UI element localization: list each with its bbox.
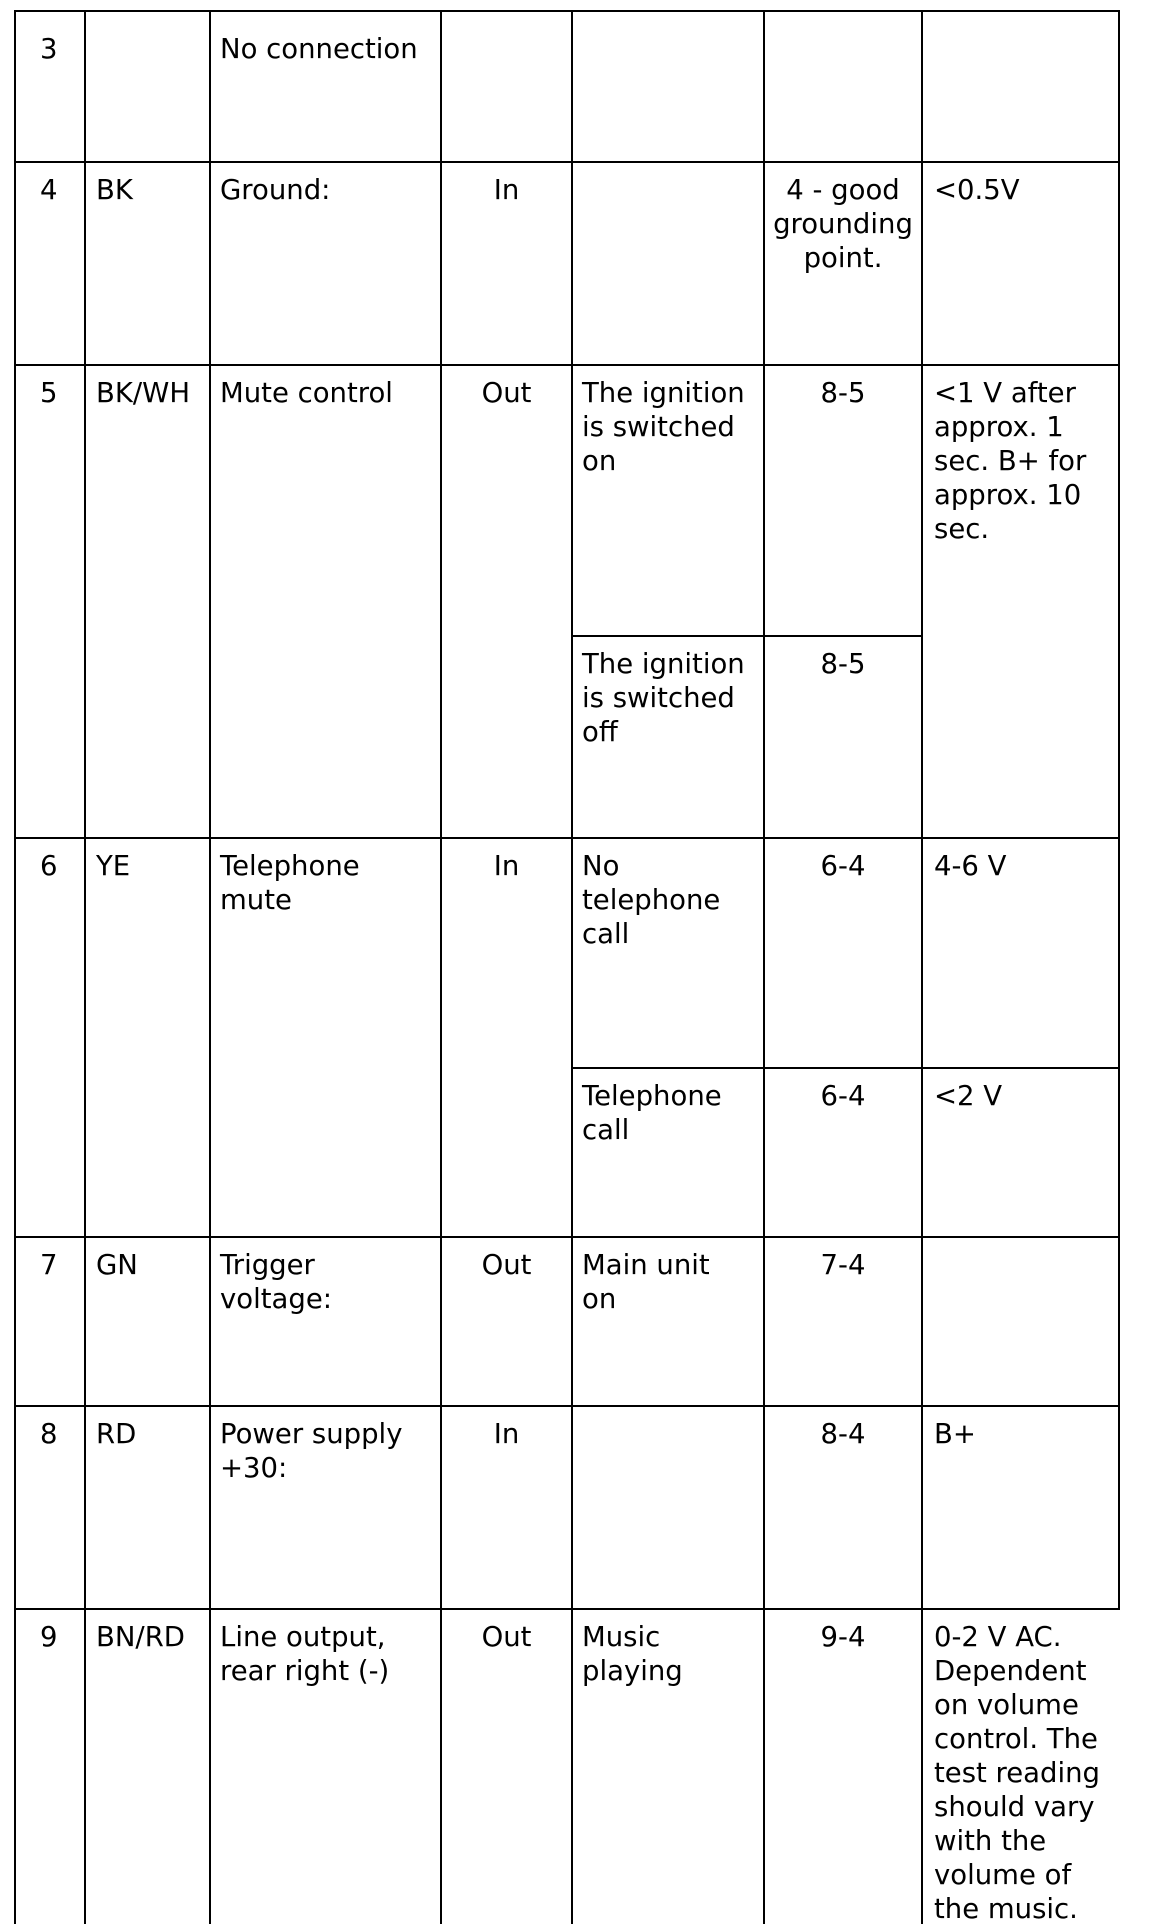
row-divider [14, 837, 1120, 839]
wire-color: BK [96, 174, 133, 206]
pin-number: 7 [40, 1249, 58, 1281]
condition-text: Music playing [582, 1621, 683, 1687]
column-divider [84, 10, 86, 1924]
direction-text: In [493, 850, 520, 882]
terminal-text: 6-4 [820, 1080, 866, 1112]
terminal-text: 9-4 [820, 1621, 866, 1653]
column-divider [571, 10, 573, 1924]
condition-text: No telephone call [582, 850, 721, 950]
terminal-text: 8-5 [820, 377, 866, 409]
row-divider [14, 1405, 1120, 1407]
wire-color: YE [96, 850, 131, 882]
value-text: <0.5V [934, 174, 1020, 206]
value-text: 4-6 V [934, 850, 1007, 882]
condition-text: Main unit on [582, 1249, 710, 1315]
terminal-text: 7-4 [820, 1249, 866, 1281]
value-text: 0-2 V AC. Dependent on volume control. The test reading should vary with the volume of the music. [934, 1621, 1101, 1925]
wire-color: GN [96, 1249, 138, 1281]
pin-number: 6 [40, 850, 58, 882]
function-text: No connection [220, 33, 418, 65]
direction-text: Out [481, 377, 532, 409]
pin-number: 3 [40, 33, 58, 65]
function-text: Trigger voltage: [220, 1249, 333, 1315]
function-text: Power supply +30: [220, 1418, 403, 1484]
row-divider [571, 1067, 1120, 1069]
terminal-text: 8-4 [820, 1418, 866, 1450]
pin-number: 4 [40, 174, 58, 206]
row-divider [14, 364, 1120, 366]
terminal-text: 4 - good grounding point. [773, 174, 913, 274]
wire-color: BK/WH [96, 377, 191, 409]
column-divider [209, 10, 211, 1924]
condition-text: The ignition is switched on [582, 377, 745, 477]
pin-number: 8 [40, 1418, 58, 1450]
column-divider [1118, 10, 1120, 1610]
column-divider [14, 10, 16, 1924]
terminal-text: 8-5 [820, 648, 866, 680]
value-text: B+ [934, 1418, 976, 1450]
function-text: Mute control [220, 377, 393, 409]
row-divider [14, 161, 1120, 163]
direction-text: In [493, 1418, 520, 1450]
function-text: Line output, rear right (-) [220, 1621, 390, 1687]
wire-color: BN/RD [96, 1621, 185, 1653]
function-text: Ground: [220, 174, 331, 206]
terminal-text: 6-4 [820, 850, 866, 882]
value-text: <2 V [934, 1080, 1003, 1112]
row-divider [14, 10, 1120, 12]
direction-text: Out [481, 1621, 532, 1653]
direction-text: Out [481, 1249, 532, 1281]
row-divider [14, 1608, 1120, 1610]
column-divider [921, 10, 923, 1924]
condition-text: The ignition is switched off [582, 648, 745, 748]
row-divider [14, 1236, 1120, 1238]
pin-number: 5 [40, 377, 58, 409]
condition-text: Telephone call [582, 1080, 722, 1146]
row-divider [571, 635, 923, 637]
pin-number: 9 [40, 1621, 58, 1653]
direction-text: In [493, 174, 520, 206]
value-text: <1 V after approx. 1 sec. B+ for approx. 10 sec. [934, 377, 1087, 545]
wire-color: RD [96, 1418, 137, 1450]
function-text: Telephone mute [220, 850, 360, 916]
